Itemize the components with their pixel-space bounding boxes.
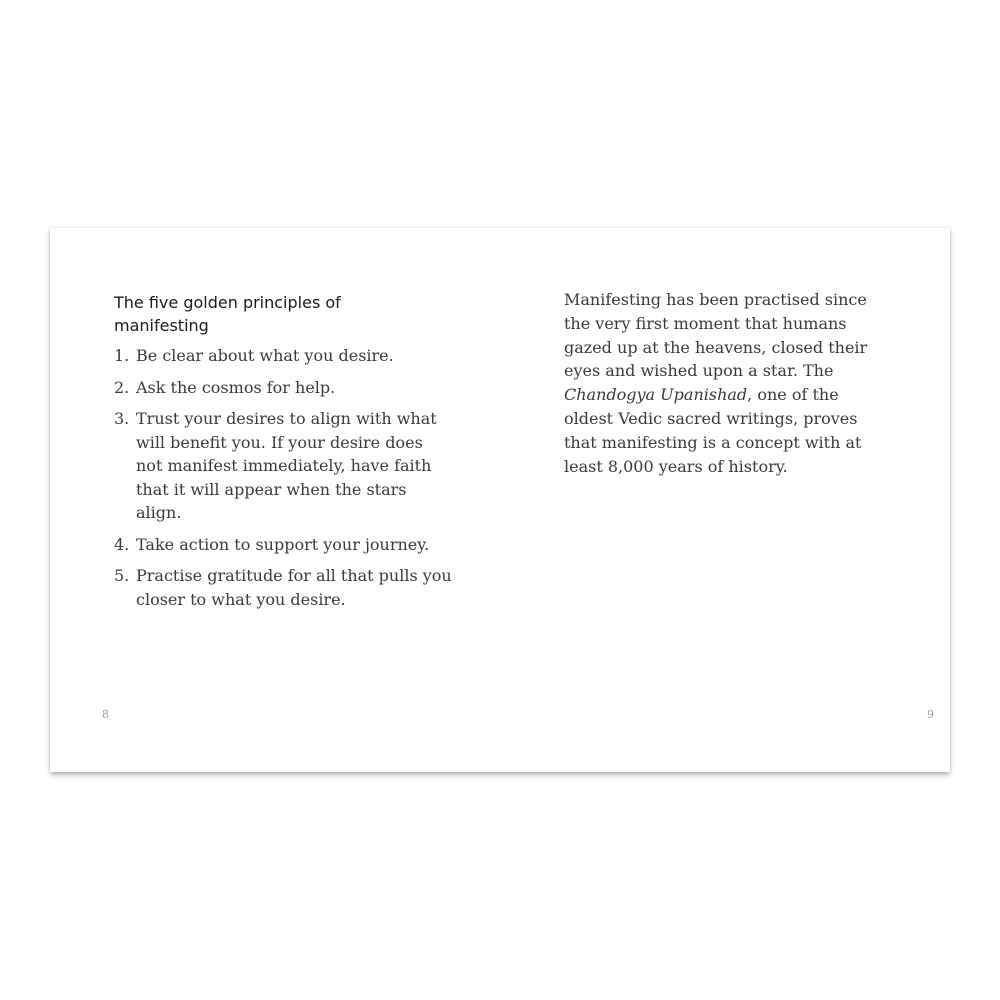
list-item-text: Take action to support your journey. [136,534,430,554]
list-item [114,407,454,525]
body-paragraph [564,288,874,478]
right-page [500,228,950,772]
list-item-text: Be clear about what you desire. [136,346,394,365]
list-item [114,344,454,368]
list-item-number: 3. [114,409,130,428]
page-number-left: 8 [102,708,109,721]
principles-list [114,344,454,619]
list-item-number: 1. [114,346,130,365]
book-spread [50,228,950,772]
section-heading: The five golden principles of manifesting [114,293,341,335]
list-item-number: 4. [114,534,130,554]
paragraph-text-start: Manifesting has been practised since the very first moment that humans gazed up at the heavens, closed their eyes and wished upon a star. The [564,290,868,381]
list-item [114,533,454,557]
book-title-italic: Chandogya Upanishad [564,385,748,405]
page-number-right: 9 [927,708,934,721]
list-item [114,376,454,400]
list-item-text: Trust your desires to align with what will benefit you. If your desire does not manifest immediately, have faith that it will appear when the stars align. [136,409,437,522]
list-item-number: 5. [114,566,130,585]
list-item-text: Practise gratitude for all that pulls you closer to what you desire. [136,566,452,609]
paragraph-text-end: , one of the oldest Vedic sacred writings, proves that manifesting is a concept with at least 8,000 years of history. [564,385,862,476]
list-item-text: Ask the cosmos for help. [136,377,336,397]
list-item [114,564,454,611]
list-item-number: 2. [114,377,130,397]
left-page [50,228,500,772]
